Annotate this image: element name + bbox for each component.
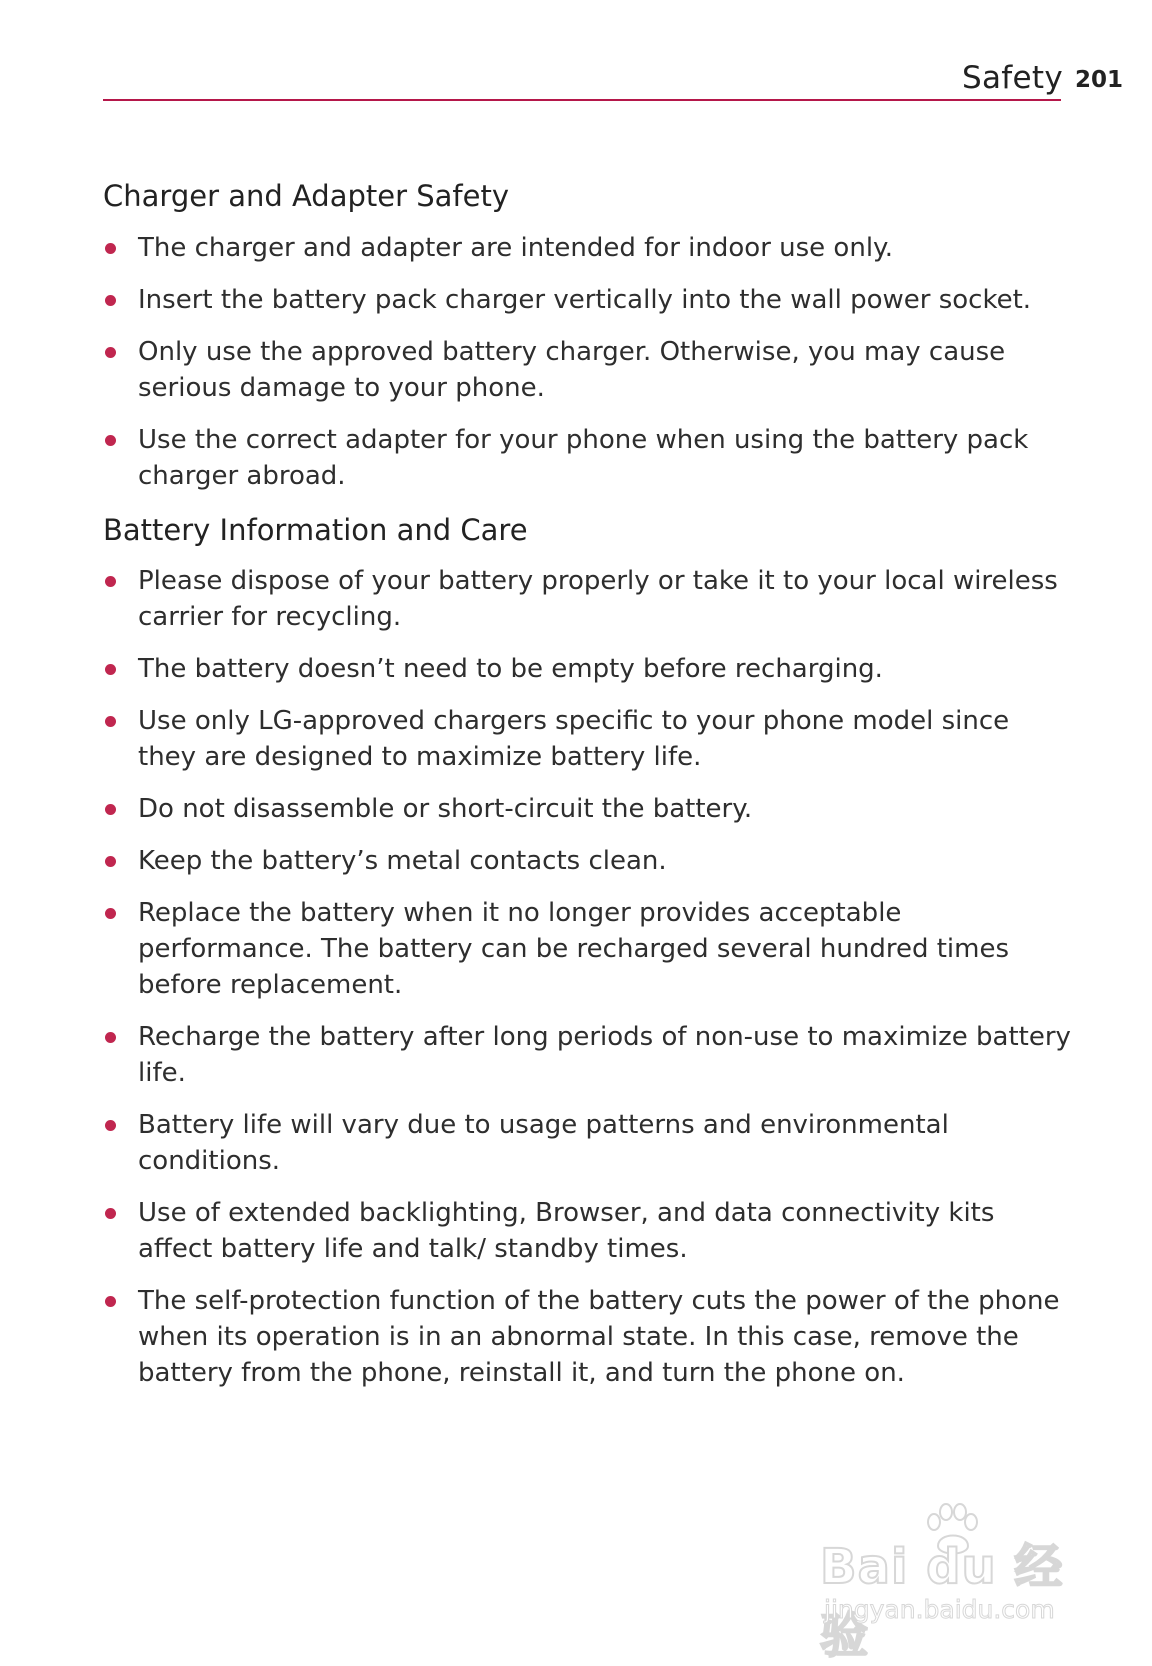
bullet-icon (105, 347, 116, 358)
list-item-text: The charger and adapter are intended for indoor use only. (138, 232, 893, 263)
header-rule (103, 99, 1061, 101)
list-item (103, 334, 1073, 406)
list-item-text: Recharge the battery after long periods of non-use to maximize battery life. (138, 1022, 1071, 1089)
list-item (103, 563, 1073, 635)
section-heading: Charger and Adapter Safety (103, 179, 510, 213)
bullet-icon (105, 804, 116, 815)
page-number: 201 (1074, 67, 1123, 93)
list-item-text: Replace the battery when it no longer provides acceptable performance. The battery can be recharged several hundred times before replacement. (138, 898, 1010, 1001)
list-item-text: Use only LG-approved chargers specific to your phone model since they are designed to maximize battery life. (138, 706, 1010, 773)
list-item-text: Use the correct adapter for your phone when using the battery pack charger abroad. (138, 424, 1029, 491)
list-item (103, 791, 1073, 827)
section-battery-care (103, 512, 1073, 1392)
list-item-text: Use of extended backlighting, Browser, and data connectivity kits affect battery life and talk/ standby times. (138, 1198, 995, 1265)
list-item-text: Only use the approved battery charger. Otherwise, you may cause serious damage to your phone. (138, 336, 1006, 403)
list-item (103, 1107, 1073, 1179)
list-item (103, 1195, 1073, 1267)
list-item (103, 651, 1073, 687)
list-item (103, 1019, 1073, 1091)
list-item (103, 843, 1073, 879)
bullet-icon (105, 1296, 116, 1307)
section-heading: Battery Information and Care (103, 512, 528, 547)
page-content (103, 178, 1073, 1407)
section-title: Safety (962, 60, 1063, 96)
list-item-text: Please dispose of your battery properly or take it to your local wireless carrier for recycling. (138, 566, 1058, 633)
bullet-list (103, 563, 1073, 1391)
section-charger-safety (103, 178, 1073, 494)
list-item-text: Do not disassemble or short-circuit the battery. (138, 794, 753, 825)
list-item (103, 895, 1073, 1003)
list-item (103, 1283, 1073, 1391)
bullet-icon (105, 1032, 116, 1043)
page-header (103, 52, 1123, 102)
bullet-icon (105, 856, 116, 867)
list-item-text: Battery life will vary due to usage patterns and environmental conditions. (138, 1110, 949, 1177)
bullet-icon (105, 243, 116, 254)
bullet-icon (105, 908, 116, 919)
list-item (103, 422, 1073, 494)
watermark-logo-text: Bai du 经验 (820, 1539, 1064, 1664)
bullet-icon (105, 664, 116, 675)
list-item-text: Keep the battery’s metal contacts clean. (138, 846, 667, 877)
bullet-icon (105, 716, 116, 727)
list-item (103, 230, 1073, 266)
bullet-icon (105, 576, 116, 587)
list-item (103, 282, 1073, 318)
bullet-icon (105, 295, 116, 306)
bullet-icon (105, 1208, 116, 1219)
bullet-icon (105, 435, 116, 446)
watermark-url: jingyan.baidu.com (824, 1595, 1055, 1624)
list-item (103, 703, 1073, 775)
list-item-text: The battery doesn’t need to be empty before recharging. (138, 654, 883, 685)
bullet-list (103, 230, 1073, 494)
bullet-icon (105, 1120, 116, 1131)
list-item-text: Insert the battery pack charger vertically into the wall power socket. (138, 284, 1032, 315)
list-item-text: The self-protection function of the battery cuts the power of the phone when its operation is in an abnormal state. In this case, remove the battery from the phone, reinstall it, and turn the phone on. (138, 1286, 1060, 1389)
baidu-watermark (820, 1500, 1100, 1664)
